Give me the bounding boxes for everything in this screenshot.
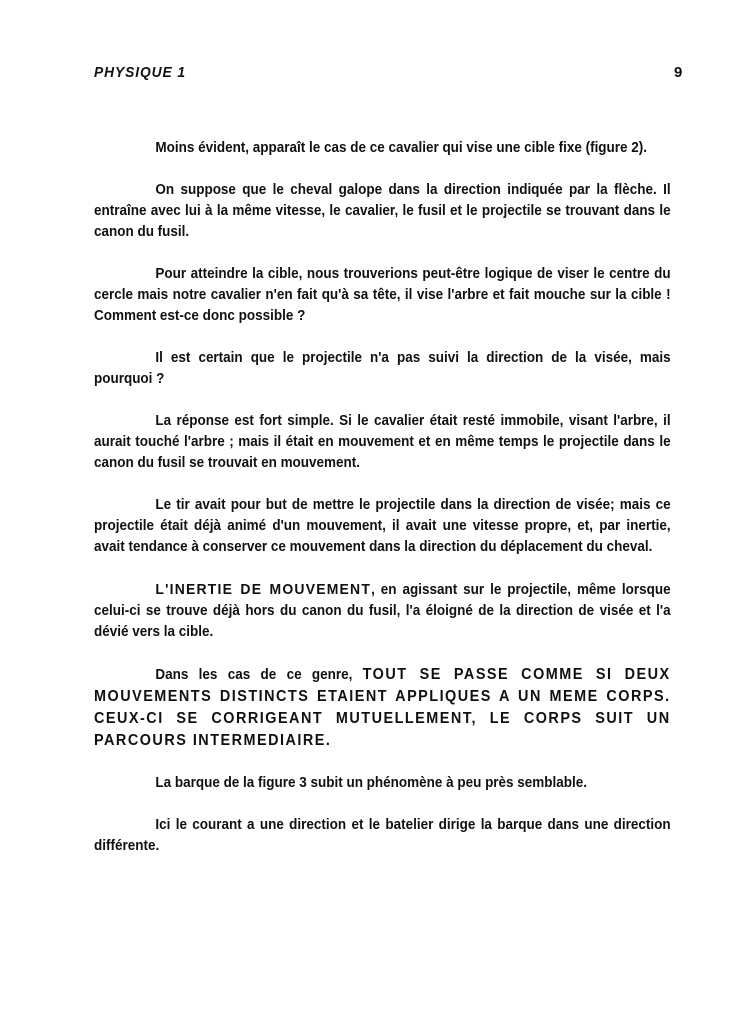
principle-statement: TOUT SE PASSE COMME SI DEUX MOUVEMENTS DISTINCTS ETAIENT APPLIQUES A UN MEME CORPS. CEUX-CI SE CORRIGEANT MUTUELLEMENT, LE CORPS SUIT UN PARCOURS INTERMEDIAIRE. bbox=[94, 666, 671, 749]
paragraph-4: Il est certain que le projectile n'a pas suivi la direction de la visée, mais pourquoi ? bbox=[94, 350, 671, 387]
inertia-term: L'INERTIE DE MOUVEMENT bbox=[155, 581, 372, 598]
paragraph-10: Ici le courant a une direction et le batelier dirige la barque dans une direction différente. bbox=[94, 817, 671, 854]
page-number: 9 bbox=[674, 64, 683, 81]
paragraph-1: Moins évident, apparaît le cas de ce cavalier qui vise une cible fixe (figure 2). bbox=[155, 140, 648, 156]
paragraph-5: La réponse est fort simple. Si le cavalier était resté immobile, visant l'arbre, il aurait touché l'arbre ; mais il était en mouvement et en même temps le projectile dans le canon du fusil se trouvait en mouvement. bbox=[94, 413, 671, 471]
paragraph-9: La barque de la figure 3 subit un phénomène à peu près semblable. bbox=[155, 775, 588, 791]
paragraph-8: Dans les cas de ce genre, TOUT SE PASSE COMME SI DEUX MOUVEMENTS DISTINCTS ETAIENT APPLIQUES A UN MEME CORPS. CEUX-CI SE CORRIGEANT MUTUELLEMENT, LE CORPS SUIT UN PARCOURS INTERMEDIAIRE. bbox=[94, 666, 671, 749]
paragraph-6: Le tir avait pour but de mettre le projectile dans la direction de visée; mais ce projectile était déjà animé d'un mouvement, il avait une vitesse propre, et, par inertie, avait tendance à conserver ce mouvement dans la direction du déplacement du cheval. bbox=[94, 497, 671, 555]
running-header-title: PHYSIQUE 1 bbox=[94, 64, 187, 81]
paragraph-3: Pour atteindre la cible, nous trouverions peut-être logique de viser le centre du cercle mais notre cavalier n'en fait qu'à sa tête, il vise l'arbre et fait mouche sur la cible ! Comment est-ce donc possible ? bbox=[94, 266, 671, 324]
body-text bbox=[94, 138, 671, 878]
paragraph-2: On suppose que le cheval galope dans la direction indiquée par la flèche. Il entraîne avec lui à la même vitesse, le cavalier, le fusil et le projectile se trouvant dans le canon du fusil. bbox=[94, 182, 671, 240]
paragraph-7: L'INERTIE DE MOUVEMENT, en agissant sur le projectile, même lorsque celui-ci se trouve déjà hors du canon du fusil, l'a éloigné de la direction de visée et l'a dévié vers la cible. bbox=[94, 581, 671, 640]
